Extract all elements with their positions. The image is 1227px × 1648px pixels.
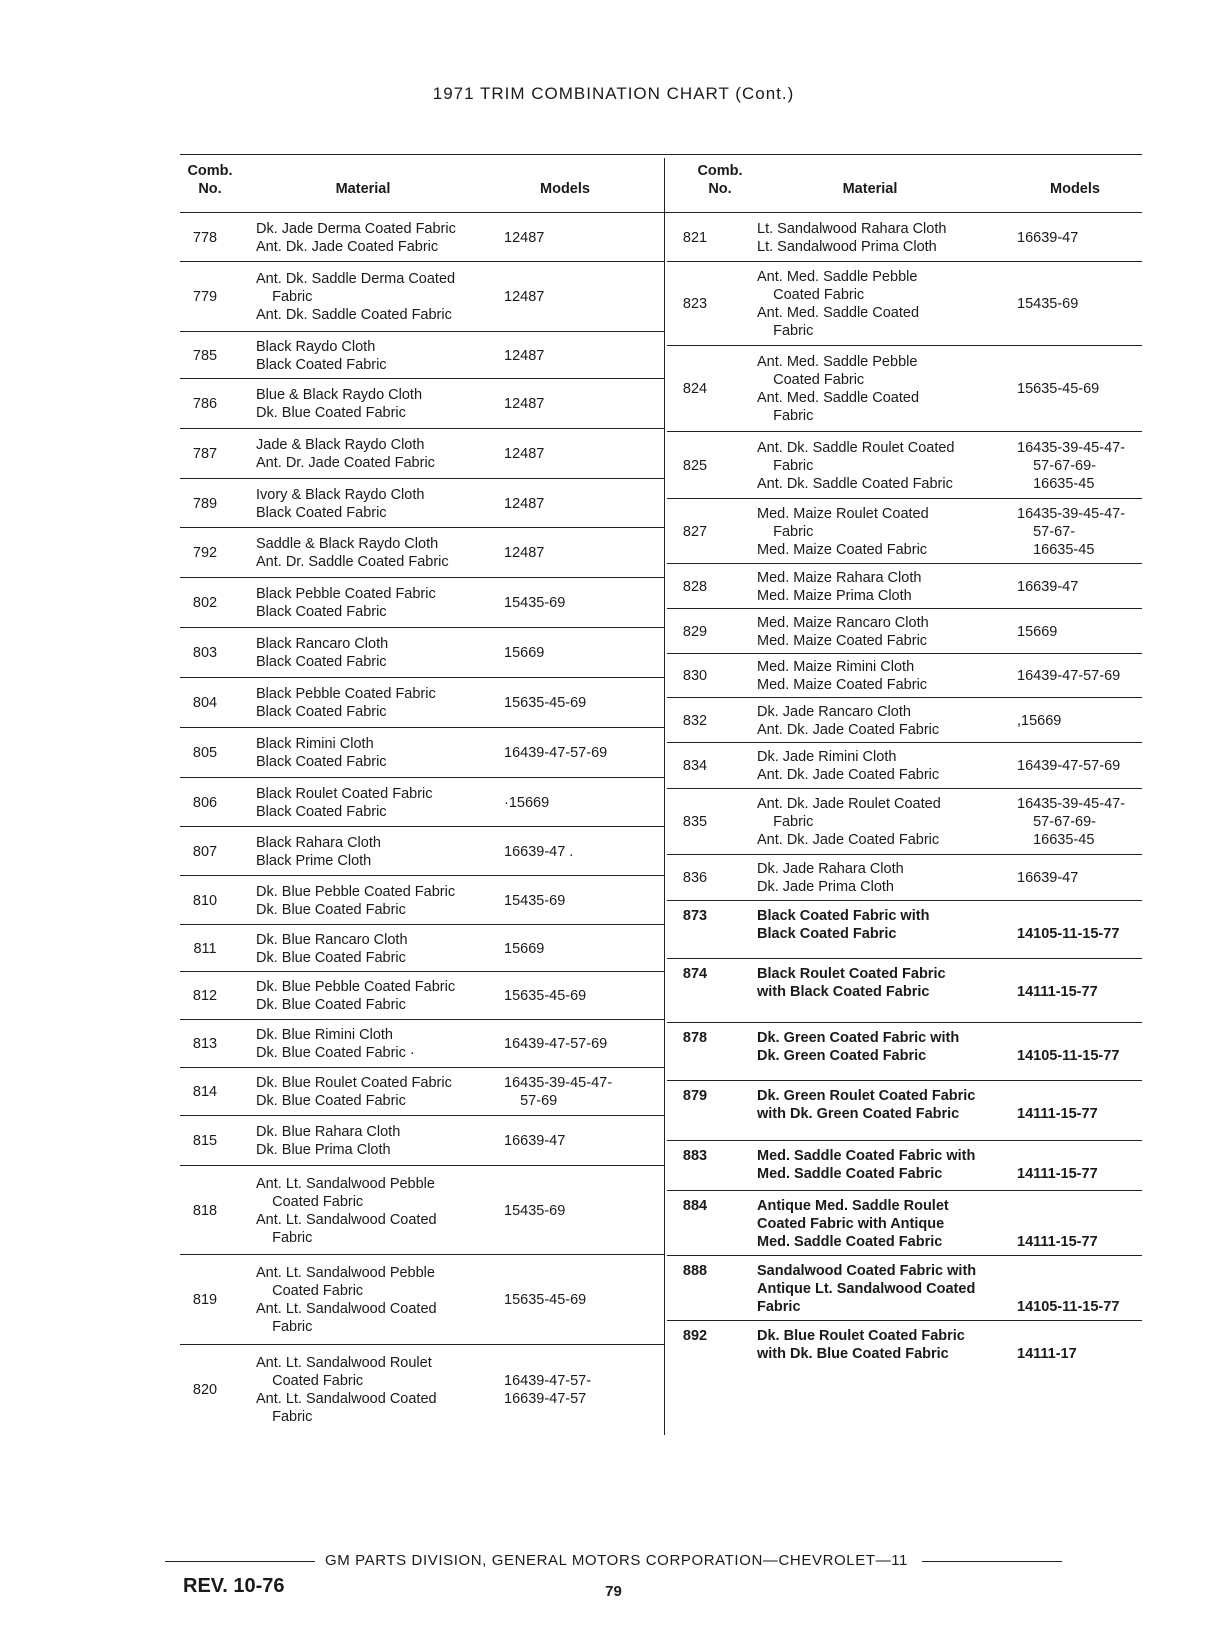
- right-table-row: [667, 262, 1142, 346]
- comb-number: 892: [682, 1328, 708, 1344]
- models-value: 12487: [504, 446, 545, 462]
- left-table-row: [180, 213, 664, 262]
- comb-number: 810: [192, 892, 218, 909]
- models-value: 16439-47-57-69: [1017, 758, 1121, 774]
- right-table-row: [667, 346, 1142, 432]
- material-description: Black Rimini Cloth Black Coated Fabric: [256, 736, 387, 770]
- material-description: Sandalwood Coated Fabric with Antique Lt. Sandalwood Coated Fabric: [757, 1263, 977, 1315]
- comb-number: 804: [192, 695, 218, 711]
- left-table-row: [180, 925, 664, 972]
- comb-number: 813: [192, 1036, 218, 1052]
- models-value: 16439-47-57-69: [504, 745, 608, 761]
- page-number: 79: [605, 1583, 622, 1600]
- right-table-row: [667, 789, 1142, 855]
- left-table-row: [180, 728, 664, 778]
- models-value: ·15669: [504, 794, 550, 811]
- right-table-row: [667, 1023, 1142, 1081]
- right-table-row: [667, 213, 1142, 262]
- right-header-material: Material: [842, 181, 898, 197]
- comb-number: 815: [192, 1133, 218, 1149]
- right-table-row: [667, 1321, 1142, 1381]
- table-top-rule: [180, 154, 1142, 155]
- comb-number: 818: [192, 1202, 218, 1219]
- material-description: Black Raydo Cloth Black Coated Fabric: [256, 338, 387, 373]
- comb-number: 832: [682, 712, 708, 729]
- left-header-no-label: No.: [198, 181, 222, 197]
- comb-number: 873: [682, 908, 708, 924]
- right-table-row: [667, 855, 1142, 901]
- material-description: Black Rancaro Cloth Black Coated Fabric: [256, 636, 389, 670]
- material-description: Black Pebble Coated Fabric Black Coated Fabric: [256, 686, 436, 720]
- right-table-row: [667, 901, 1142, 959]
- material-description: Ant. Med. Saddle Pebble Coated Fabric Ant. Med. Saddle Coated Fabric: [757, 269, 920, 339]
- material-description: Dk. Blue Rancaro Cloth Dk. Blue Coated Fabric: [256, 931, 408, 966]
- revision-label: REV. 10-76: [183, 1575, 285, 1597]
- models-value: 16639-47: [504, 1133, 566, 1149]
- models-value: 16439-47-57- 16639-47-57: [504, 1373, 592, 1407]
- left-table-row: [180, 972, 664, 1020]
- models-value: 12487: [504, 289, 545, 305]
- models-value: 14111-15-77: [1017, 1166, 1098, 1182]
- models-value: 15435-69: [504, 892, 566, 909]
- comb-number: 819: [192, 1292, 218, 1308]
- material-description: Ant. Med. Saddle Pebble Coated Fabric Ant. Med. Saddle Coated Fabric: [757, 354, 920, 424]
- material-description: Dk. Green Coated Fabric with Dk. Green Coated Fabric: [757, 1030, 960, 1064]
- comb-number: 820: [192, 1382, 218, 1398]
- models-value: 15669: [504, 645, 545, 661]
- material-description: Ivory & Black Raydo Cloth Black Coated Fabric: [256, 486, 425, 521]
- models-value: 14105-11-15-77: [1017, 926, 1120, 942]
- footer-rule-right: [922, 1561, 1062, 1562]
- comb-number: 779: [192, 289, 218, 305]
- models-value: 15635-45-69: [1017, 381, 1100, 397]
- right-table-row: [667, 743, 1142, 789]
- right-table-row: [667, 1191, 1142, 1256]
- models-value: 14111-15-77: [1017, 1234, 1098, 1250]
- comb-number: 835: [682, 814, 708, 830]
- comb-number: 825: [682, 457, 708, 474]
- left-table-row: [180, 678, 664, 728]
- right-table-row: [667, 499, 1142, 564]
- comb-number: 836: [682, 870, 708, 886]
- models-value: 14111-15-77: [1017, 1106, 1098, 1122]
- comb-number: 823: [682, 296, 708, 312]
- material-description: Lt. Sandalwood Rahara Cloth Lt. Sandalwood Prima Cloth: [757, 220, 947, 255]
- right-table-row: [667, 1256, 1142, 1321]
- right-table-row: [667, 959, 1142, 1023]
- models-value: 16435-39-45-47- 57-67- 16635-45: [1017, 505, 1126, 558]
- table-center-divider: [664, 158, 665, 1435]
- comb-number: 805: [192, 745, 218, 761]
- comb-number: 829: [682, 623, 708, 640]
- comb-number: 792: [192, 545, 218, 561]
- material-description: Jade & Black Raydo Cloth Ant. Dr. Jade Coated Fabric: [256, 437, 435, 471]
- models-value: 16435-39-45-47- 57-67-69- 16635-45: [1017, 439, 1126, 492]
- models-value: 16435-39-45-47- 57-69: [504, 1075, 613, 1109]
- material-description: Dk. Jade Rimini Cloth Ant. Dk. Jade Coated Fabric: [757, 749, 940, 783]
- material-description: Antique Med. Saddle Roulet Coated Fabric with Antique Med. Saddle Coated Fabric: [757, 1198, 949, 1250]
- comb-number: 888: [682, 1263, 708, 1279]
- models-value: 14105-11-15-77: [1017, 1048, 1120, 1064]
- models-value: 16639-47: [1017, 229, 1079, 246]
- right-table-row: [667, 564, 1142, 609]
- comb-number: 879: [682, 1088, 708, 1104]
- models-value: ,15669: [1017, 712, 1062, 729]
- models-value: 16639-47: [1017, 870, 1079, 886]
- material-description: Black Coated Fabric with Black Coated Fabric: [757, 908, 930, 942]
- material-description: Ant. Dk. Jade Roulet Coated Fabric Ant. Dk. Jade Coated Fabric: [757, 796, 941, 848]
- models-value: 16639-47 .: [504, 843, 574, 860]
- models-value: 14111-15-77: [1017, 984, 1098, 1000]
- comb-number: 806: [192, 794, 218, 811]
- right-header-comb: [690, 162, 750, 198]
- material-description: Med. Maize Rahara Cloth Med. Maize Prima Cloth: [757, 569, 922, 604]
- comb-number: 807: [192, 843, 218, 860]
- material-description: Dk. Green Roulet Coated Fabric with Dk. Green Coated Fabric: [757, 1088, 976, 1122]
- left-table-row: [180, 479, 664, 528]
- comb-number: 803: [192, 645, 218, 661]
- left-table-row: [180, 1068, 664, 1116]
- material-description: Saddle & Black Raydo Cloth Ant. Dr. Saddle Coated Fabric: [256, 536, 449, 570]
- right-header-models: Models: [1050, 181, 1100, 197]
- left-header-comb: [180, 162, 240, 198]
- footer-text: [0, 1552, 1227, 1569]
- left-table-row: [180, 827, 664, 876]
- models-value: 16639-47: [1017, 578, 1079, 595]
- comb-number: 884: [682, 1198, 708, 1214]
- models-value: 15635-45-69: [504, 695, 587, 711]
- material-description: Black Rahara Cloth Black Prime Cloth: [256, 834, 381, 869]
- models-value: 16439-47-57-69: [504, 1036, 608, 1052]
- material-description: Dk. Blue Rahara Cloth Dk. Blue Prima Cloth: [256, 1124, 401, 1158]
- material-description: Dk. Jade Rancaro Cloth Ant. Dk. Jade Coated Fabric: [757, 703, 940, 738]
- right-header-no-label: No.: [708, 181, 732, 197]
- material-description: Dk. Jade Rahara Cloth Dk. Jade Prima Cloth: [757, 861, 904, 895]
- models-value: 12487: [504, 229, 545, 246]
- comb-number: 828: [682, 578, 708, 595]
- right-header-comb-label: Comb.: [697, 163, 743, 179]
- models-value: 12487: [504, 495, 545, 512]
- models-value: 15669: [1017, 623, 1058, 640]
- left-table-row: [180, 379, 664, 429]
- material-description: Med. Saddle Coated Fabric with Med. Saddle Coated Fabric: [757, 1148, 976, 1182]
- left-table-row: [180, 1255, 664, 1345]
- left-header-comb-label: Comb.: [187, 163, 233, 179]
- comb-number: 874: [682, 966, 708, 982]
- left-header-models: Models: [540, 181, 590, 197]
- models-value: 16439-47-57-69: [1017, 668, 1121, 684]
- comb-number: 778: [192, 229, 218, 246]
- material-description: Med. Maize Rimini Cloth Med. Maize Coated Fabric: [757, 659, 928, 693]
- comb-number: 883: [682, 1148, 708, 1164]
- material-description: Ant. Lt. Sandalwood Roulet Coated Fabric Ant. Lt. Sandalwood Coated Fabric: [256, 1355, 437, 1425]
- left-header-material: Material: [335, 181, 391, 197]
- models-value: 14111-17: [1017, 1346, 1077, 1362]
- models-value: 12487: [504, 347, 545, 364]
- models-value: 15635-45-69: [504, 988, 587, 1004]
- comb-number: 814: [192, 1084, 218, 1100]
- left-table-row: [180, 1116, 664, 1166]
- material-description: Med. Maize Roulet Coated Fabric Med. Maize Coated Fabric: [757, 505, 929, 558]
- material-description: Dk. Blue Rimini Cloth Dk. Blue Coated Fabric ·: [256, 1027, 415, 1061]
- comb-number: 824: [682, 381, 708, 397]
- left-table-row: [180, 528, 664, 578]
- material-description: Med. Maize Rancaro Cloth Med. Maize Coated Fabric: [757, 614, 929, 649]
- left-table-row: [180, 876, 664, 925]
- models-value: 15435-69: [504, 595, 566, 611]
- material-description: Black Pebble Coated Fabric Black Coated Fabric: [256, 586, 436, 620]
- material-description: Dk. Jade Derma Coated Fabric Ant. Dk. Jade Coated Fabric: [256, 220, 456, 255]
- right-table-row: [667, 1141, 1142, 1191]
- models-value: 15669: [504, 940, 545, 957]
- left-table-row: [180, 1166, 664, 1255]
- comb-number: 878: [682, 1030, 708, 1046]
- models-value: 14105-11-15-77: [1017, 1299, 1120, 1315]
- material-description: Ant. Dk. Saddle Roulet Coated Fabric Ant. Dk. Saddle Coated Fabric: [757, 439, 955, 492]
- left-table-row: [180, 578, 664, 628]
- material-description: Ant. Lt. Sandalwood Pebble Coated Fabric Ant. Lt. Sandalwood Coated Fabric: [256, 1265, 437, 1335]
- material-description: Dk. Blue Roulet Coated Fabric Dk. Blue Coated Fabric: [256, 1075, 452, 1109]
- material-description: Ant. Lt. Sandalwood Pebble Coated Fabric Ant. Lt. Sandalwood Coated Fabric: [256, 1175, 437, 1246]
- models-value: 16435-39-45-47- 57-67-69- 16635-45: [1017, 796, 1126, 848]
- comb-number: 834: [682, 758, 708, 774]
- left-table-row: [180, 778, 664, 827]
- models-value: 15435-69: [504, 1202, 566, 1219]
- material-description: Ant. Dk. Saddle Derma Coated Fabric Ant. Dk. Saddle Coated Fabric: [256, 271, 456, 323]
- material-description: Blue & Black Raydo Cloth Dk. Blue Coated Fabric: [256, 387, 423, 421]
- material-description: Dk. Blue Pebble Coated Fabric Dk. Blue Coated Fabric: [256, 883, 456, 918]
- comb-number: 802: [192, 595, 218, 611]
- comb-number: 787: [192, 446, 218, 462]
- material-description: Dk. Blue Roulet Coated Fabric with Dk. Blue Coated Fabric: [757, 1328, 965, 1362]
- comb-number: 812: [192, 988, 218, 1004]
- comb-number: 827: [682, 523, 708, 540]
- comb-number: 785: [192, 347, 218, 364]
- right-table-row: [667, 609, 1142, 654]
- comb-number: 811: [193, 940, 217, 957]
- right-table-row: [667, 432, 1142, 499]
- left-table-row: [180, 1345, 664, 1435]
- left-table-row: [180, 429, 664, 479]
- left-table-row: [180, 332, 664, 379]
- models-value: 15435-69: [1017, 296, 1079, 312]
- footer-rule-left: [165, 1561, 315, 1562]
- comb-number: 789: [192, 495, 218, 512]
- models-value: 12487: [504, 545, 545, 561]
- material-description: Black Roulet Coated Fabric Black Coated Fabric: [256, 785, 433, 820]
- page-title: 1971 TRIM COMBINATION CHART (Cont.): [432, 84, 795, 103]
- right-table-row: [667, 654, 1142, 698]
- material-description: Black Roulet Coated Fabric with Black Coated Fabric: [757, 966, 946, 1000]
- right-table-row: [667, 698, 1142, 743]
- right-table-row: [667, 1081, 1142, 1141]
- material-description: Dk. Blue Pebble Coated Fabric Dk. Blue Coated Fabric: [256, 979, 456, 1013]
- left-table-row: [180, 628, 664, 678]
- models-value: 15635-45-69: [504, 1292, 587, 1308]
- left-table-row: [180, 1020, 664, 1068]
- comb-number: 821: [682, 229, 708, 246]
- comb-number: 830: [682, 668, 708, 684]
- footer-label: GM PARTS DIVISION, GENERAL MOTORS CORPORATION—CHEVROLET—11: [325, 1552, 908, 1569]
- left-table-row: [180, 262, 664, 332]
- comb-number: 786: [192, 396, 218, 412]
- models-value: 12487: [504, 396, 545, 412]
